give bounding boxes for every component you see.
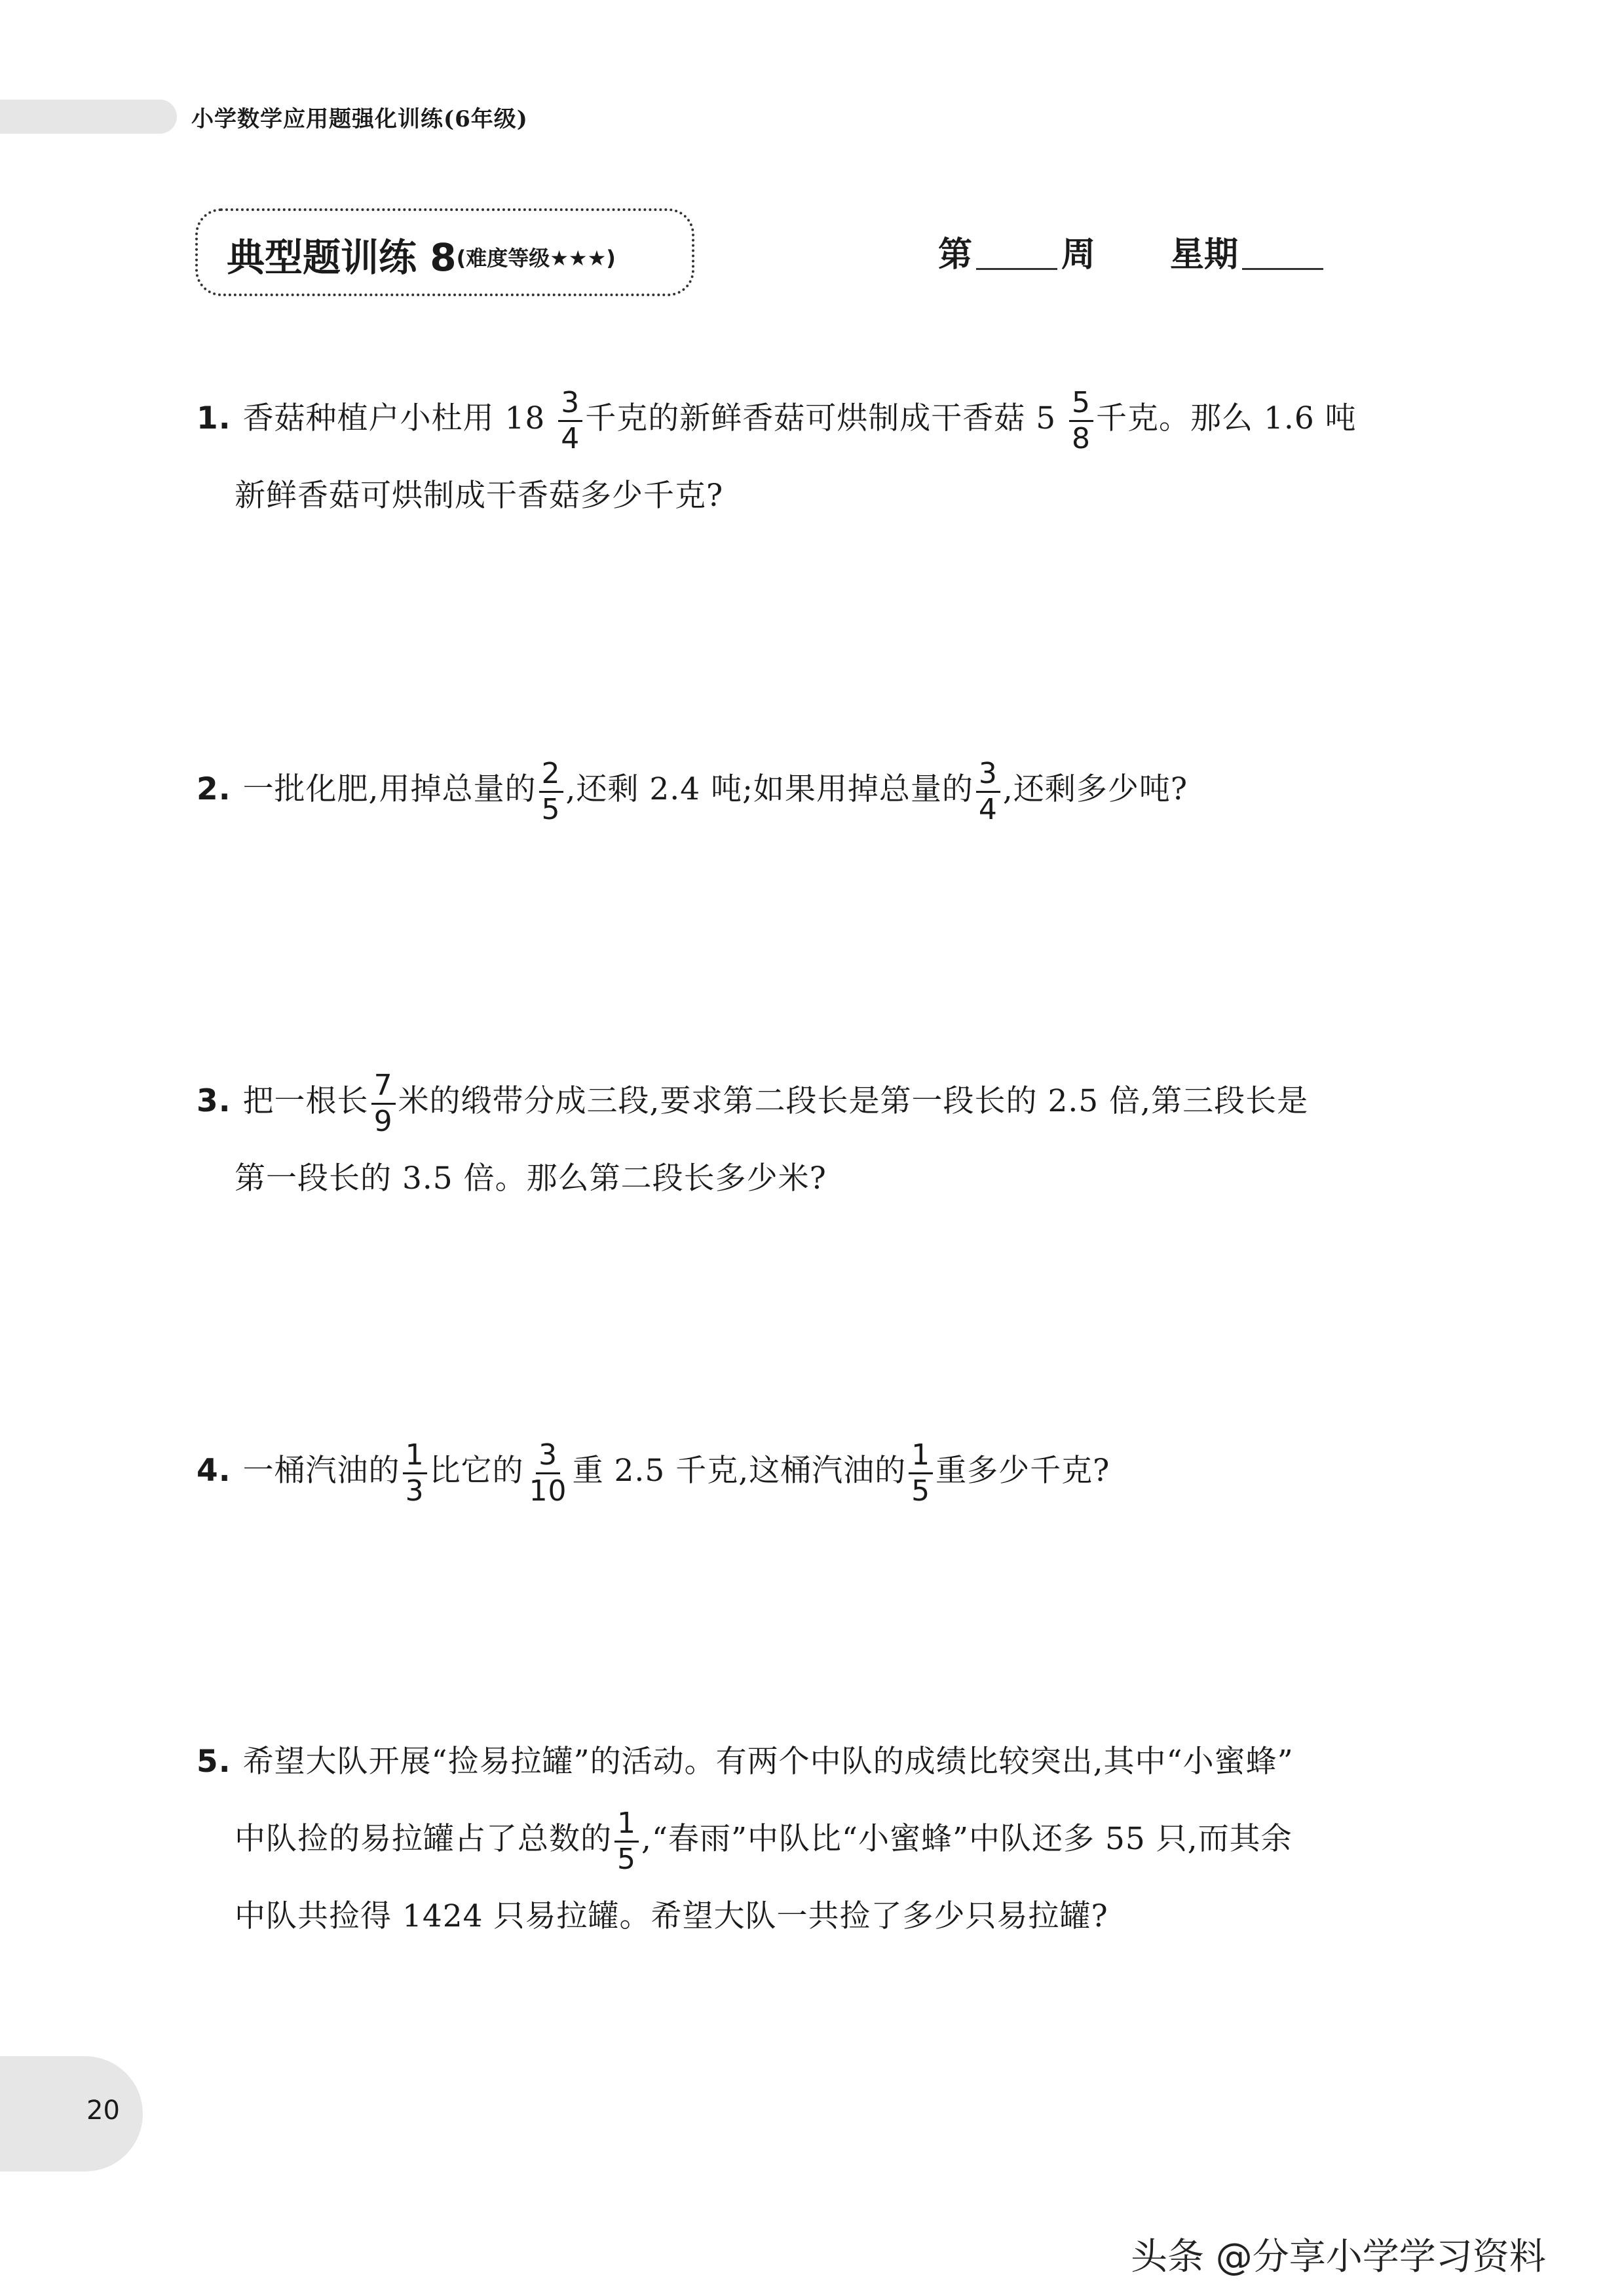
section-title — [227, 227, 616, 282]
question-number: 3. — [197, 1083, 231, 1119]
section-title-text: 典型题训练 8 — [227, 235, 457, 280]
fraction — [527, 1438, 570, 1508]
fraction-denominator: 10 — [529, 1474, 567, 1508]
question-text: 一桶汽油的 — [242, 1453, 400, 1489]
question-line — [197, 1801, 1454, 1878]
question-line: 中队共捡得 1424 只易拉罐。希望大队一共捡了多少只易拉罐? — [235, 1898, 1108, 1934]
question-text: 重多少千克? — [935, 1453, 1110, 1489]
question-line: 第一段长的 3.5 倍。那么第二段长多少米? — [235, 1160, 827, 1196]
weekday-blank — [1242, 238, 1323, 270]
question-text: 重 2.5 千克,这桶汽油的 — [572, 1453, 907, 1489]
fraction — [371, 1068, 396, 1138]
question-line — [197, 751, 1454, 828]
weekday-label: 星期 — [1170, 235, 1239, 275]
question-line — [197, 1723, 1454, 1801]
question-text: 米的缎带分成三段,要求第二段长是第一段长的 2.5 倍,第三段长是 — [398, 1083, 1309, 1119]
question-5 — [197, 1723, 1454, 1955]
question-line: 新鲜香菇可烘制成干香菇多少千克? — [235, 478, 724, 514]
fraction-numerator: 7 — [371, 1071, 396, 1105]
question-2 — [197, 751, 1454, 828]
week-blank — [976, 238, 1057, 270]
weekday-field — [1170, 227, 1327, 276]
question-1 — [197, 380, 1454, 535]
question-text: 一批化肥,用掉总量的 — [242, 771, 537, 807]
question-text: 中队捡的易拉罐占了总数的 — [235, 1821, 612, 1857]
header-bar — [0, 100, 177, 134]
question-text: 千克。那么 1.6 吨 — [1096, 400, 1357, 436]
fraction-numerator: 5 — [1069, 389, 1093, 422]
fraction-numerator: 3 — [536, 1441, 560, 1474]
question-text: 把一根长 — [242, 1083, 369, 1119]
question-line — [197, 380, 1454, 457]
question-line — [197, 1063, 1454, 1140]
question-number: 1. — [197, 400, 231, 436]
fraction — [558, 385, 582, 455]
fraction-denominator: 4 — [978, 792, 998, 826]
fraction-numerator: 3 — [558, 389, 582, 422]
question-4 — [197, 1432, 1454, 1510]
question-text: ,“春雨”中队比“小蜜蜂”中队还多 55 只,而其余 — [641, 1821, 1293, 1857]
week-suffix: 周 — [1061, 235, 1096, 275]
question-text: ,还剩多少吨? — [1002, 771, 1188, 807]
difficulty-label: (难度等级★★★) — [456, 246, 616, 271]
question-text: 香菇种植户小杜用 18 — [242, 400, 556, 436]
fraction-denominator: 5 — [911, 1474, 931, 1508]
fraction-denominator: 3 — [405, 1474, 425, 1508]
fraction-numerator: 2 — [539, 759, 563, 793]
fraction-denominator: 9 — [373, 1104, 393, 1138]
fraction-denominator: 8 — [1072, 421, 1091, 455]
week-field — [938, 227, 1095, 276]
fraction — [403, 1438, 427, 1508]
fraction-numerator: 3 — [976, 759, 1000, 793]
fraction-denominator: 5 — [617, 1842, 636, 1876]
fraction — [1069, 385, 1093, 455]
question-number: 4. — [197, 1453, 231, 1489]
week-prefix: 第 — [938, 235, 973, 275]
question-3 — [197, 1063, 1454, 1217]
question-number: 5. — [197, 1744, 231, 1780]
question-number: 2. — [197, 771, 231, 807]
fraction-numerator: 1 — [909, 1441, 933, 1474]
fraction-denominator: 5 — [541, 792, 561, 826]
question-text: 希望大队开展“捡易拉罐”的活动。有两个中队的成绩比较突出,其中“小蜜蜂” — [242, 1744, 1294, 1780]
fraction — [909, 1438, 933, 1508]
page-number: 20 — [86, 2095, 120, 2126]
fraction-numerator: 1 — [614, 1809, 639, 1843]
fraction — [539, 756, 563, 826]
fraction — [976, 756, 1000, 826]
question-text: 千克的新鲜香菇可烘制成干香菇 5 — [585, 400, 1067, 436]
question-text: ,还剩 2.4 吨;如果用掉总量的 — [565, 771, 973, 807]
page-number-badge — [0, 2056, 143, 2172]
fraction-numerator: 1 — [403, 1441, 427, 1474]
book-title: 小学数学应用题强化训练(6年级) — [191, 106, 528, 132]
question-text: 比它的 — [429, 1453, 524, 1489]
question-line — [197, 1432, 1454, 1510]
watermark: 头条 @分享小学学习资料 — [1131, 2236, 1546, 2278]
fraction-denominator: 4 — [561, 421, 580, 455]
fraction — [614, 1806, 639, 1876]
